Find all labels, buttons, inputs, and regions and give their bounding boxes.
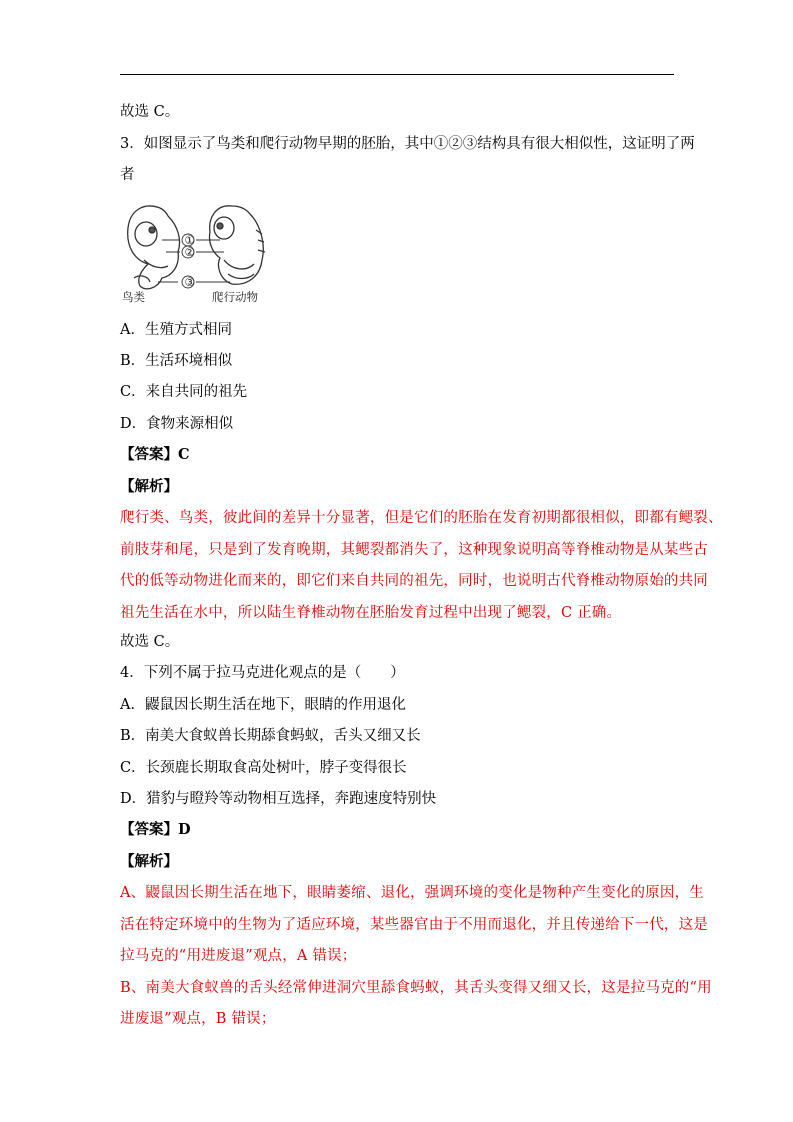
structure-markers	[182, 233, 195, 289]
q4-analysis-label: 【解析】	[120, 853, 178, 870]
q3-stem-line2: 者	[120, 167, 135, 183]
q3-analysis-line1: 爬行类、鸟类，彼此间的差异十分显著，但是它们的胚胎在发育初期都很相似，即都有鳃裂、	[120, 510, 723, 526]
q4-analysis-line5: 进废退”观点，B 错误；	[120, 1011, 276, 1027]
header-rule	[120, 74, 674, 75]
q4-answer: 【答案】D	[120, 821, 191, 838]
bird-embryo-drawing	[128, 206, 180, 289]
q3-option-b: B．生活环境相似	[120, 353, 233, 369]
q4-option-c: C．长颈鹿长期取食高处树叶，脖子变得很长	[120, 760, 407, 776]
marker-1: ①	[184, 233, 195, 247]
marker-3: ③	[184, 275, 195, 289]
q3-conclusion: 故选 C。	[120, 634, 180, 650]
q3-analysis-line2: 前肢芽和尾，只是到了发育晚期，其鳃裂都消失了，这种现象说明高等脊椎动物是从某些古	[120, 542, 708, 558]
q3-stem-line1: 3．如图显示了鸟类和爬行动物早期的胚胎，其中①②③结构具有很大相似性，这证明了两	[120, 136, 695, 152]
embryo-figure	[120, 200, 272, 306]
marker-2: ②	[184, 245, 195, 259]
q3-answer: 【答案】C	[120, 446, 190, 463]
reptile-embryo-drawing	[209, 206, 265, 284]
q4-option-a: A．鼹鼠因长期生活在地下，眼睛的作用退化	[120, 697, 406, 713]
q4-analysis-line1: A、鼹鼠因长期生活在地下，眼睛萎缩、退化，强调环境的变化是物种产生变化的原因，生	[120, 885, 704, 901]
q3-analysis-line3: 代的低等动物进化而来的，即它们来自共同的祖先，同时，也说明古代脊椎动物原始的共同	[120, 573, 708, 589]
q3-analysis-label: 【解析】	[120, 478, 178, 495]
q4-analysis-line4: B、南美大食蚁兽的舌头经常伸进洞穴里舔食蚂蚁，其舌头变得又细又长，这是拉马克的“用	[120, 980, 712, 996]
label-reptile: 爬行动物	[212, 290, 258, 304]
q3-analysis-line4: 祖先生活在水中，所以陆生脊椎动物在胚胎发育过程中出现了鳃裂，C 正确。	[120, 605, 622, 621]
q4-analysis-line3: 拉马克的“用进废退”观点，A 错误；	[120, 948, 357, 964]
q4-option-d: D．猎豹与瞪羚等动物相互选择，奔跑速度特别快	[120, 791, 437, 807]
q3-option-c: C．来自共同的祖先	[120, 384, 248, 400]
q3-option-a: A．生殖方式相同	[120, 322, 232, 338]
q4-stem: 4．下列不属于拉马克进化观点的是（ ）	[120, 665, 405, 681]
q2-conclusion: 故选 C。	[120, 104, 180, 120]
q4-option-b: B．南美大食蚁兽长期舔食蚂蚁，舌头又细又长	[120, 728, 421, 744]
label-bird: 鸟类	[122, 290, 145, 304]
q3-option-d: D．食物来源相似	[120, 416, 234, 432]
q4-analysis-line2: 活在特定环境中的生物为了适应环境，某些器官由于不用而退化，并且传递给下一代，这是	[120, 917, 708, 933]
